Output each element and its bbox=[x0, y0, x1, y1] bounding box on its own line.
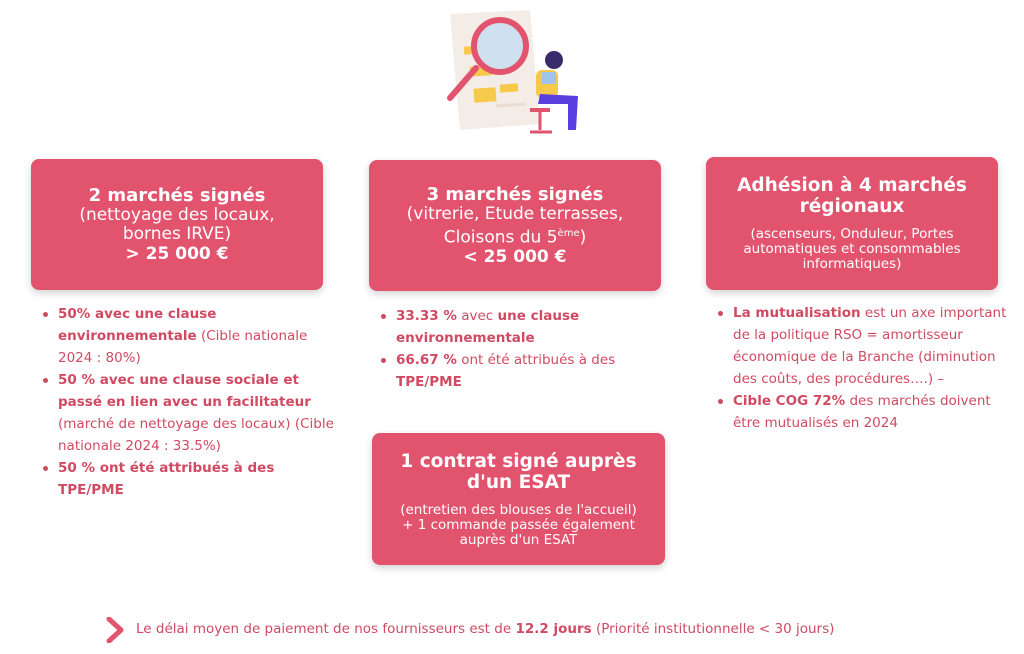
card-title: régionaux bbox=[799, 196, 905, 217]
card-detail: automatiques et consommables bbox=[743, 241, 961, 257]
card-title: d'un ESAT bbox=[466, 471, 571, 493]
footer-text-pre: Le délai moyen de paiement de nos fournisseurs est de bbox=[136, 621, 516, 637]
bold-text: La mutualisation bbox=[733, 305, 861, 321]
card-amount: > 25 000 € bbox=[125, 244, 229, 264]
bold-text: 66.67 % bbox=[396, 352, 457, 368]
list-item bbox=[713, 302, 1013, 390]
card-subtitle-end: ) bbox=[579, 227, 587, 248]
procurement-illustration bbox=[430, 6, 600, 146]
list-marches-superieurs bbox=[38, 303, 338, 501]
card-title: 3 marchés signés bbox=[426, 183, 604, 205]
list-item bbox=[713, 390, 1013, 434]
chevron-right-icon bbox=[104, 617, 126, 643]
card-title: Adhésion à 4 marchés bbox=[737, 175, 967, 196]
card-title: 1 contrat signé auprès bbox=[400, 450, 637, 472]
footer-payment-delay bbox=[104, 615, 1004, 645]
regular-text: ont été attribués à des bbox=[456, 352, 616, 368]
footer-text bbox=[136, 620, 834, 638]
card-detail: + 1 commande passée également bbox=[402, 516, 635, 533]
card-subtitle: bornes IRVE) bbox=[122, 224, 232, 244]
card-marches-inferieurs bbox=[369, 160, 661, 291]
superscript: ème bbox=[557, 227, 580, 239]
footer-text-post: (Priorité institutionnelle < 30 jours) bbox=[591, 621, 835, 637]
bold-text: 50 % ont été attribués à des TPE/PME bbox=[58, 460, 275, 498]
list-item bbox=[38, 303, 338, 369]
card-title: 2 marchés signés bbox=[88, 185, 266, 206]
list-item bbox=[376, 305, 646, 349]
card-subtitle-line bbox=[444, 224, 586, 248]
bold-text: TPE/PME bbox=[396, 374, 462, 390]
list-marches-inferieurs bbox=[376, 305, 646, 393]
list-marches-regionaux bbox=[713, 302, 1013, 434]
card-subtitle: (nettoyage des locaux, bbox=[79, 205, 275, 225]
list-item bbox=[38, 369, 338, 457]
bold-text: 33.33 % bbox=[396, 308, 457, 324]
card-amount: < 25 000 € bbox=[463, 247, 567, 268]
regular-text: (Cible nationale 2024 : 80%) bbox=[58, 328, 308, 366]
list-item bbox=[38, 457, 338, 501]
card-marches-superieurs bbox=[31, 159, 323, 290]
bold-text: 50% avec une clause environnementale bbox=[58, 306, 217, 344]
card-subtitle-text: Cloisons du 5 bbox=[443, 227, 558, 248]
card-marches-regionaux bbox=[706, 157, 998, 290]
regular-text: avec bbox=[456, 308, 498, 324]
card-detail: informatiques) bbox=[802, 256, 902, 272]
regular-text: (marché de nettoyage des locaux) (Cible nationale 2024 : 33.5%) bbox=[58, 416, 334, 454]
card-contrat-esat bbox=[372, 433, 665, 565]
bold-text: une clause environnementale bbox=[396, 308, 580, 346]
bold-text: 50 % avec une clause sociale et passé en lien avec un facilitateur bbox=[58, 372, 311, 410]
card-detail: (entretien des blouses de l'accueil) bbox=[400, 501, 637, 518]
regular-text: des marchés doivent être mutualisés en 2024 bbox=[733, 393, 991, 431]
footer-text-bold: 12.2 jours bbox=[515, 621, 592, 637]
list-item bbox=[376, 349, 646, 393]
card-detail: (ascenseurs, Onduleur, Portes bbox=[750, 226, 954, 242]
bold-text: Cible COG 72% bbox=[733, 393, 846, 409]
card-detail: auprès d'un ESAT bbox=[459, 531, 578, 548]
card-subtitle: (vitrerie, Etude terrasses, bbox=[406, 203, 624, 224]
regular-text: est un axe important de la politique RSO = amortisseur économique de la Branche (diminution des coûts, des procédures….) – bbox=[733, 305, 1007, 387]
